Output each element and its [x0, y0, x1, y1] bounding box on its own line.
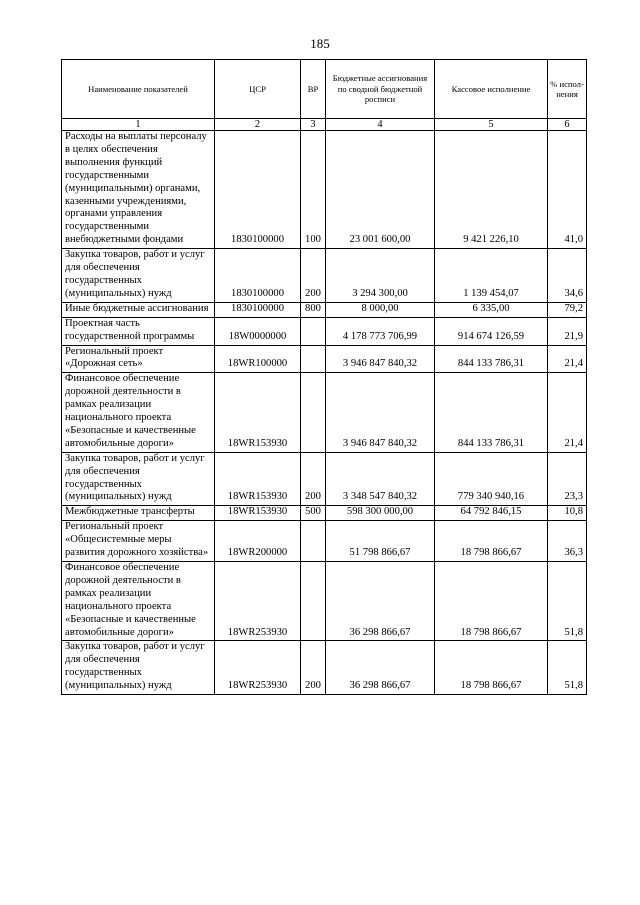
- table-row: [62, 249, 587, 303]
- header-cash: Кассовое исполнение: [435, 60, 548, 119]
- row-vr: 800: [301, 302, 326, 317]
- row-csr: 1830100000: [215, 131, 301, 249]
- header-percent: % испол-нения: [548, 60, 587, 119]
- column-number: 4: [326, 119, 435, 131]
- row-cash: 6 335,00: [435, 302, 548, 317]
- row-vr: 200: [301, 249, 326, 303]
- row-cash: 18 798 866,67: [435, 641, 548, 695]
- column-number: 1: [62, 119, 215, 131]
- row-budget: 36 298 866,67: [326, 562, 435, 641]
- row-percent: 36,3: [548, 521, 587, 562]
- row-vr: 500: [301, 506, 326, 521]
- row-budget: 3 946 847 840,32: [326, 373, 435, 452]
- row-name: Межбюджетные трансферты: [62, 506, 215, 521]
- row-csr: 18WR153930: [215, 373, 301, 452]
- row-csr: 18WR153930: [215, 452, 301, 506]
- table-row: [62, 345, 587, 373]
- header-row: [62, 60, 587, 119]
- row-vr: [301, 521, 326, 562]
- row-percent: 21,9: [548, 317, 587, 345]
- row-percent: 21,4: [548, 373, 587, 452]
- row-budget: 51 798 866,67: [326, 521, 435, 562]
- row-budget: 8 000,00: [326, 302, 435, 317]
- row-vr: 200: [301, 452, 326, 506]
- row-name: Проектная часть государственной программы: [62, 317, 215, 345]
- row-name: Расходы на выплаты персоналу в целях обеспечения выполнения функций государственными (муниципальными) органами, казенными учреждениями, органами управления государственными внебюджетными фондами: [62, 131, 215, 249]
- row-vr: [301, 373, 326, 452]
- row-cash: 844 133 786,31: [435, 373, 548, 452]
- row-budget: 23 001 600,00: [326, 131, 435, 249]
- row-budget: 3 348 547 840,32: [326, 452, 435, 506]
- row-csr: 18W0000000: [215, 317, 301, 345]
- row-cash: 18 798 866,67: [435, 562, 548, 641]
- row-percent: 51,8: [548, 641, 587, 695]
- row-name: Финансовое обеспечение дорожной деятельности в рамках реализации национального проекта «Безопасные и качественные автомобильные дороги»: [62, 373, 215, 452]
- table-row: [62, 506, 587, 521]
- row-vr: [301, 317, 326, 345]
- column-number: 2: [215, 119, 301, 131]
- row-csr: 1830100000: [215, 249, 301, 303]
- table-row: [62, 452, 587, 506]
- row-budget: 3 294 300,00: [326, 249, 435, 303]
- row-budget: 598 300 000,00: [326, 506, 435, 521]
- table-row: [62, 521, 587, 562]
- row-percent: 51,8: [548, 562, 587, 641]
- row-name: Региональный проект «Общесистемные меры развития дорожного хозяйства»: [62, 521, 215, 562]
- table-row: [62, 317, 587, 345]
- row-name: Иные бюджетные ассигнования: [62, 302, 215, 317]
- budget-execution-table: [61, 59, 587, 695]
- row-cash: 844 133 786,31: [435, 345, 548, 373]
- row-vr: [301, 345, 326, 373]
- header-csr: ЦСР: [215, 60, 301, 119]
- row-name: Региональный проект «Дорожная сеть»: [62, 345, 215, 373]
- table-row: [62, 373, 587, 452]
- row-vr: 200: [301, 641, 326, 695]
- row-budget: 36 298 866,67: [326, 641, 435, 695]
- column-number: 6: [548, 119, 587, 131]
- row-percent: 41,0: [548, 131, 587, 249]
- row-percent: 79,2: [548, 302, 587, 317]
- row-percent: 34,6: [548, 249, 587, 303]
- row-name: Закупка товаров, работ и услуг для обеспечения государственных (муниципальных) нужд: [62, 452, 215, 506]
- row-cash: 9 421 226,10: [435, 131, 548, 249]
- row-vr: 100: [301, 131, 326, 249]
- row-cash: 64 792 846,15: [435, 506, 548, 521]
- table-row: [62, 131, 587, 249]
- row-cash: 779 340 940,16: [435, 452, 548, 506]
- row-cash: 18 798 866,67: [435, 521, 548, 562]
- row-csr: 18WR100000: [215, 345, 301, 373]
- table-row: [62, 641, 587, 695]
- row-budget: 4 178 773 706,99: [326, 317, 435, 345]
- header-vr: ВР: [301, 60, 326, 119]
- table-row: [62, 302, 587, 317]
- row-name: Закупка товаров, работ и услуг для обеспечения государственных (муниципальных) нужд: [62, 641, 215, 695]
- header-budget: Бюджетные ассигнования по сводной бюджетной росписи: [326, 60, 435, 119]
- header-name: Наименование показателей: [62, 60, 215, 119]
- column-number: 3: [301, 119, 326, 131]
- row-name: Финансовое обеспечение дорожной деятельности в рамках реализации национального проекта «Безопасные и качественные автомобильные дороги»: [62, 562, 215, 641]
- row-csr: 18WR253930: [215, 641, 301, 695]
- row-csr: 18WR200000: [215, 521, 301, 562]
- column-number-row: [62, 119, 587, 131]
- row-percent: 23,3: [548, 452, 587, 506]
- row-csr: 18WR153930: [215, 506, 301, 521]
- column-number: 5: [435, 119, 548, 131]
- row-csr: 18WR253930: [215, 562, 301, 641]
- page-number: 185: [310, 36, 330, 51]
- row-name: Закупка товаров, работ и услуг для обеспечения государственных (муниципальных) нужд: [62, 249, 215, 303]
- row-percent: 10,8: [548, 506, 587, 521]
- row-cash: 1 139 454,07: [435, 249, 548, 303]
- row-cash: 914 674 126,59: [435, 317, 548, 345]
- table-row: [62, 562, 587, 641]
- row-percent: 21,4: [548, 345, 587, 373]
- row-vr: [301, 562, 326, 641]
- row-csr: 1830100000: [215, 302, 301, 317]
- row-budget: 3 946 847 840,32: [326, 345, 435, 373]
